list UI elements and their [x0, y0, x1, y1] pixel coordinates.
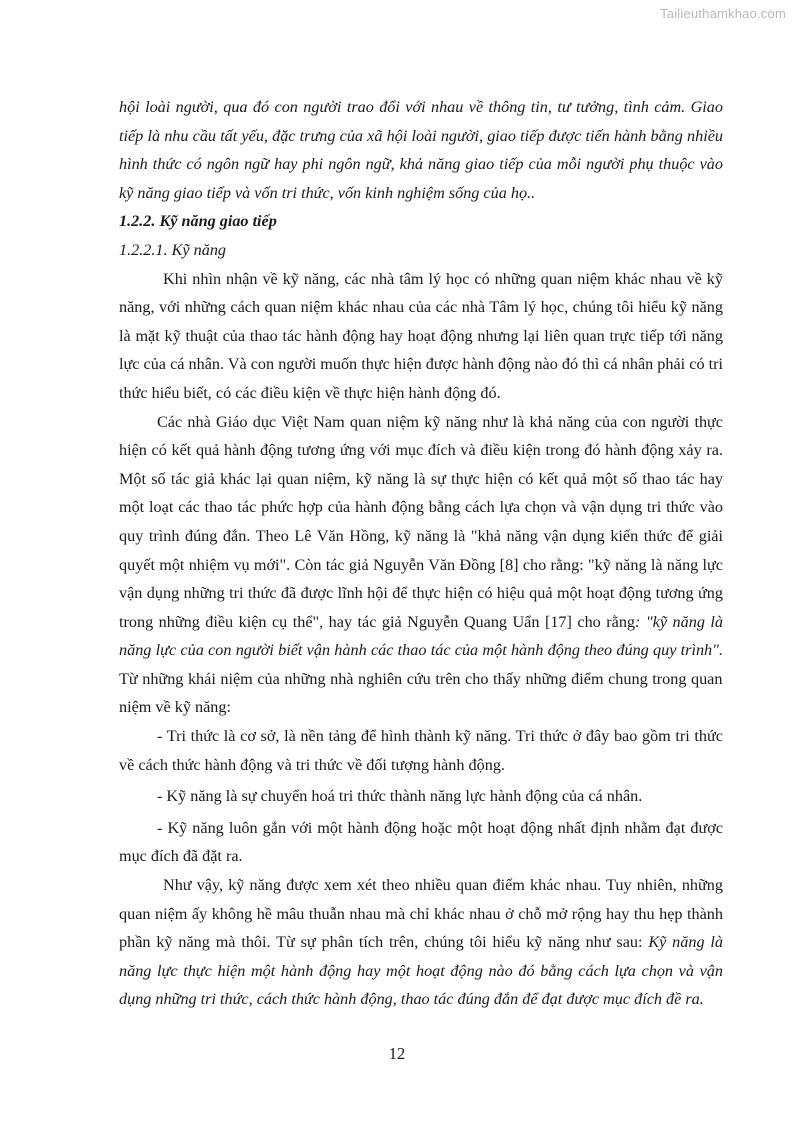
paragraph-skill-views: Khi nhìn nhận về kỹ năng, các nhà tâm lý học có những quan niệm khác nhau về kỹ năng, với những cách quan niệm khác nhau của các nhà Tâm lý học, chúng tôi hiểu kỹ năng là mặt kỹ thuật của thao tác hành động hay hoạt động nhưng lại liên quan trực tiếp tới năng lực của cá nhân. Và con người muốn thực hiện được hành động nào đó thì cá nhân phải có tri thức hiểu biết, có các điều kiện về thực hiện hành động đó.	[119, 269, 723, 402]
page-number: 12	[388, 1044, 406, 1063]
watermark: Tailieuthamkhao.com	[660, 6, 786, 21]
section-heading: 1.2.2. Kỹ năng giao tiếp	[119, 212, 277, 231]
quote-nguyen-quang-uan: : "kỹ năng là năng lực của con người biết vận hành các thao tác của một hành động theo đúng quy trình".	[119, 612, 723, 660]
conclusion-paragraph	[119, 871, 723, 1014]
intro-paragraph: hội loài người, qua đó con người trao đổi với nhau về thông tin, tư tưởng, tình cảm. Giao tiếp là nhu cầu tất yếu, đặc trưng của xã hội loài người, giao tiếp được tiến hành bằng nhiều hình thức có ngôn ngữ hay phi ngôn ngữ, khả năng giao tiếp của mỗi người phụ thuộc vào kỹ năng giao tiếp và vốn tri thức, vốn kinh nghiệm sống của họ..	[119, 98, 723, 202]
conclusion-start: Như vậy, kỹ năng được xem xét theo nhiều quan điểm khác nhau. Tuy nhiên, những quan niệm ấy không hề mâu thuẫn nhau mà chỉ khác nhau ở chỗ mở rộng hay thu hẹp thành phần kỹ năng mà thôi. Từ sự phân tích trên, chúng tôi hiểu kỹ năng như sau:	[119, 876, 723, 952]
paragraph-definitions	[119, 408, 723, 723]
paragraph-definitions-end: Từ những khái niệm của những nhà nghiên cứu trên cho thấy những điểm chung trong quan niệm về kỹ năng:	[119, 669, 723, 717]
bullet-item: - Kỹ năng luôn gắn với một hành động hoặc một hoạt động nhất định nhằm đạt được mục đích đã đặt ra.	[119, 818, 723, 866]
skill-definition: Kỹ năng là năng lực thực hiện một hành động hay một hoạt động nào đó bằng cách lựa chọn và vận dụng những tri thức, cách thức hành động, thao tác đúng đắn để đạt được mục đích đề ra.	[119, 933, 723, 1009]
bullet-item: - Tri thức là cơ sở, là nền tảng để hình thành kỹ năng. Tri thức ở đây bao gồm tri thức về cách thức hành động và tri thức về đối tượng hành động.	[119, 727, 723, 774]
document-body	[119, 93, 723, 1014]
paragraph-definitions-start: Các nhà Giáo dục Việt Nam quan niệm kỹ năng như là khả năng của con người thực hiện có kết quả hành động tương ứng với mục đích và điều kiện trong đó hành động xảy ra. Một số tác giả khác lại quan niệm, kỹ năng là sự thực hiện có kết quả một số thao tác hay một loạt các thao tác phức hợp của hành động bằng cách lựa chọn và vận dụng tri thức vào quy trình đúng đắn. Theo Lê Văn Hồng, kỹ năng là "khả năng vận dụng kiến thức để giải quyết một nhiệm vụ mới". Còn tác giả Nguyễn Văn Đồng [8] cho rằng: "kỹ năng là năng lực vận dụng những tri thức đã được lĩnh hội để thực hiện có hiệu quả một hoạt động tương ứng trong những điều kiện cụ thể", hay tác giả Nguyễn Quang Uẩn [17] cho rằng	[119, 412, 723, 631]
bullet-item: - Kỹ năng là sự chuyển hoá tri thức thành năng lực hành động của cá nhân.	[157, 787, 643, 806]
subsection-heading: 1.2.2.1. Kỹ năng	[119, 240, 227, 259]
